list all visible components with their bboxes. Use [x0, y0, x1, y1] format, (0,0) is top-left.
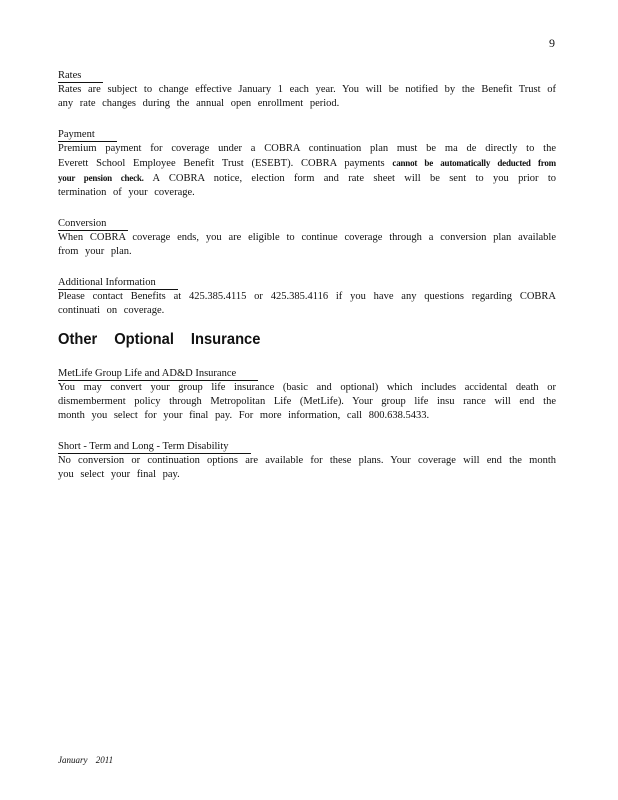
- disability-body: No conversion or continuation options are available for these plans. Your coverage will end the month you select your final pay.: [58, 455, 556, 480]
- other-optional-insurance-heading: Other Optional Insurance: [58, 331, 261, 348]
- payment-body-bold: cannot be automatically deducted from your pension check.: [58, 158, 556, 183]
- additional-info-heading: Additional Information: [58, 276, 178, 290]
- rates-section: [58, 65, 556, 111]
- additional-info-body: Please contact Benefits at 425.385.4115 or 425.385.4116 if you have any questions regarding COBRA continuati on coverage.: [58, 291, 556, 316]
- payment-body: [58, 142, 556, 200]
- payment-body-end: A COBRA notice, election form and rate sheet will be sent to you prior to termination of your coverage.: [58, 173, 557, 198]
- page-number: 9: [549, 36, 555, 50]
- additional-info-section: [58, 272, 556, 318]
- payment-heading: Payment: [58, 128, 117, 142]
- conversion-heading: Conversion: [58, 217, 128, 231]
- conversion-section: [58, 213, 556, 259]
- metlife-heading: MetLife Group Life and AD&D Insurance: [58, 367, 258, 381]
- metlife-body: You may convert your group life insurance (basic and optional) which includes accidental death or dismemberment policy through Metropolitan Life (MetLife). Your group life insu rance will end the month you select for your final pay. For more information, call 800.638.5433.: [58, 382, 556, 421]
- payment-section: [58, 124, 556, 200]
- rates-body: Rates are subject to change effective January 1 each year. You will be notified by the Benefit Trust of any rate changes during the annual open enrollment period.: [58, 84, 556, 109]
- disability-heading: Short - Term and Long - Term Disability: [58, 440, 251, 454]
- page-content: [58, 65, 556, 495]
- metlife-section: [58, 363, 556, 423]
- rates-heading: Rates: [58, 69, 103, 83]
- conversion-body: When COBRA coverage ends, you are eligible to continue coverage through a conversion plan available from your plan.: [58, 232, 556, 257]
- footer-date: January 2011: [58, 755, 114, 765]
- disability-section: [58, 436, 556, 482]
- payment-body-start: Premium payment for coverage under a COBRA continuation plan must be ma de directly to the Everett School Employee Benefit Trust (ESEBT). COBRA payments: [58, 143, 556, 169]
